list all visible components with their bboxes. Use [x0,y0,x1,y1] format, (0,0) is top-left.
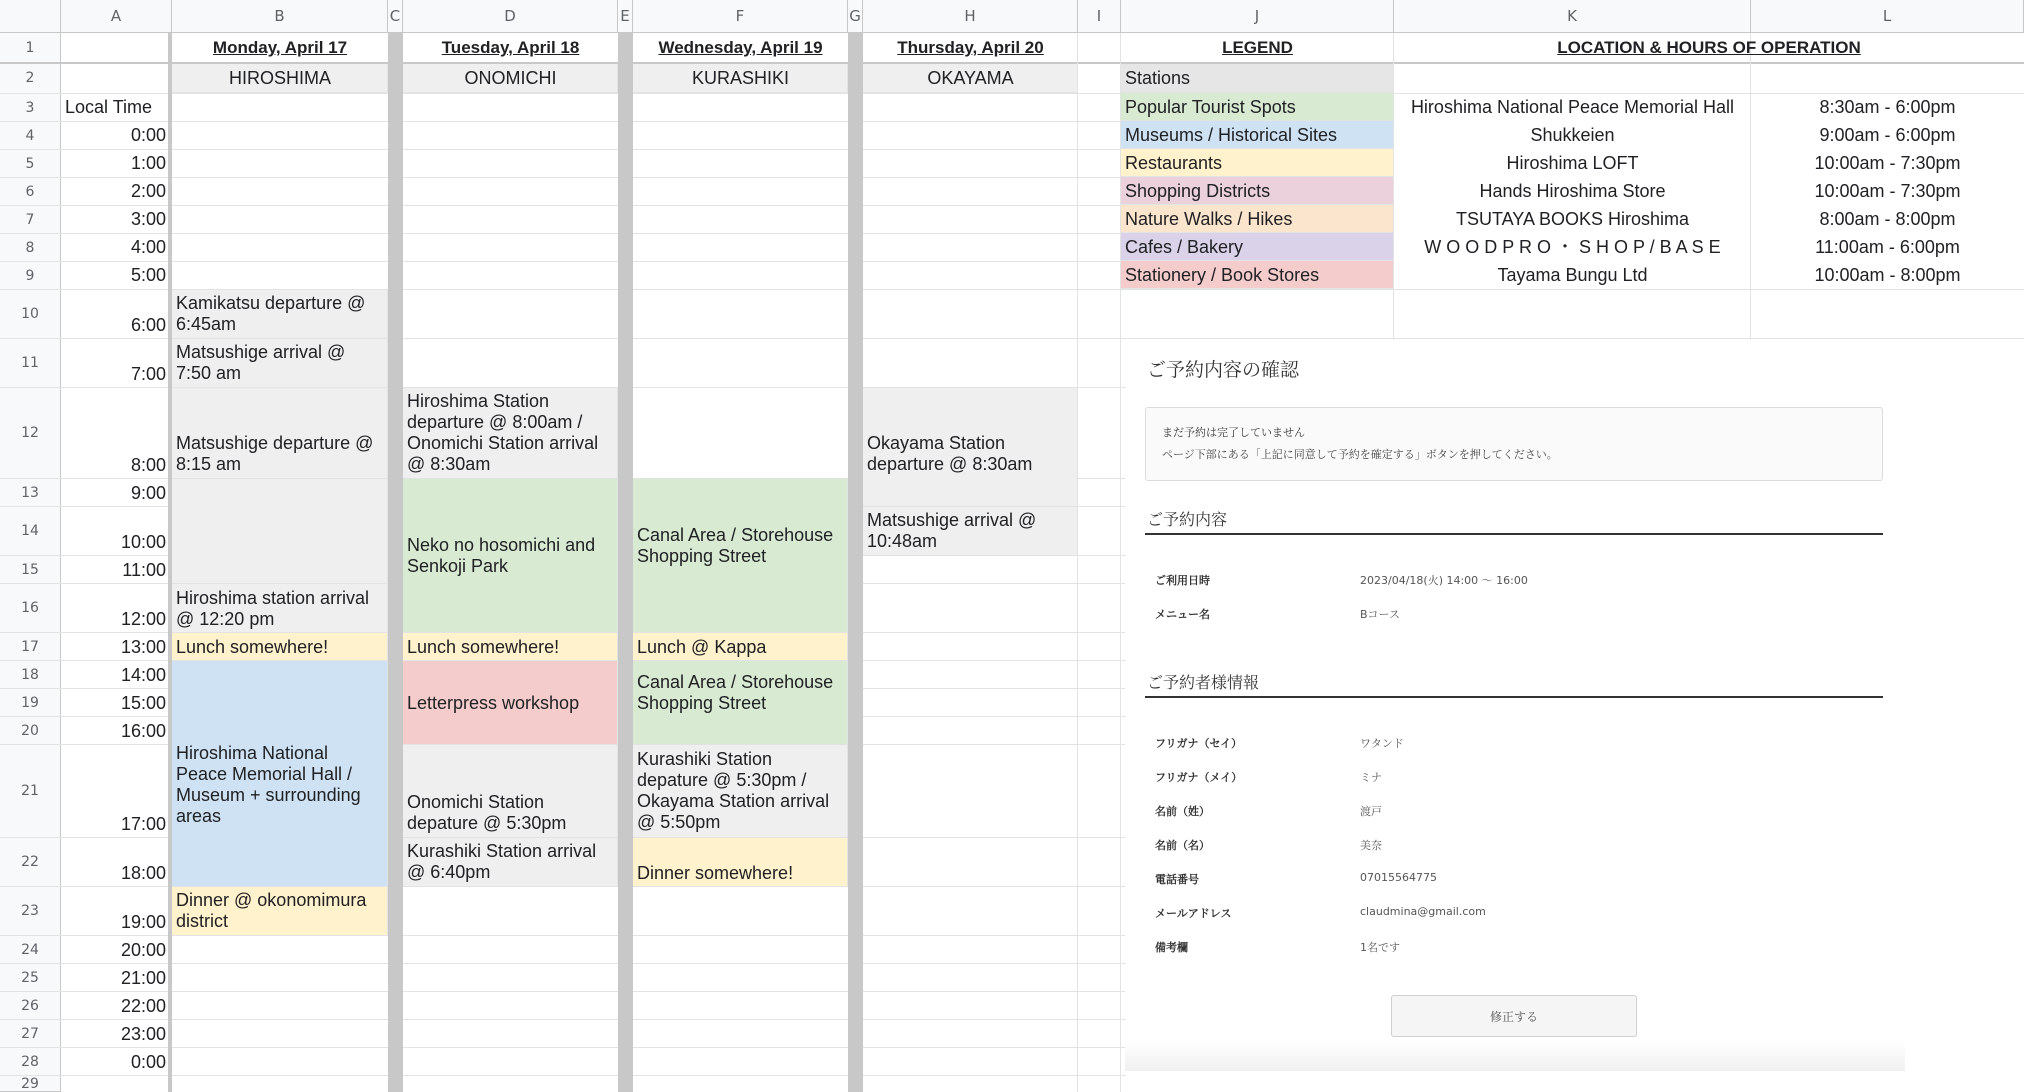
event-cell[interactable] [172,388,388,479]
row-header-4[interactable]: 4 [0,122,61,150]
time-cell[interactable]: 14:00 [120,665,166,685]
time-cell[interactable]: 13:00 [120,637,166,657]
phone-label: 電話番号 [1155,873,1199,886]
column-header-e[interactable]: E [618,0,633,33]
event-label: Lunch somewhere! [176,637,329,657]
row-header-16[interactable]: 16 [0,584,61,633]
city-label: HIROSHIMA [228,68,331,88]
legend-title[interactable]: LEGEND [1222,38,1293,57]
event-cell[interactable] [863,388,1078,507]
menu-label: メニュー名 [1155,608,1210,621]
event-label: Lunch @ Kappa [637,637,767,657]
row-header-17[interactable]: 17 [0,633,61,661]
menu-value: Bコース [1360,608,1400,621]
event-cell[interactable] [633,633,848,661]
event-label: Neko no hosomichi and Senkoji Park [407,535,601,576]
row-header-12[interactable]: 12 [0,388,61,479]
corner-cell[interactable] [0,0,61,33]
column-header-h[interactable]: H [863,0,1078,33]
furigana-mei-label: フリガナ（メイ） [1155,771,1243,784]
locations-title[interactable]: LOCATION & HOURS OF OPERATION [1557,38,1861,57]
phone-value: 07015564775 [1360,871,1437,884]
time-cell[interactable]: 2:00 [130,181,166,201]
legend-label: Museums / Historical Sites [1125,125,1338,145]
event-label: Canal Area / Storehouse Shopping Street [637,672,839,713]
booking-confirmation-panel [1125,339,1905,1071]
divider [1145,696,1883,698]
row-header-22[interactable]: 22 [0,838,61,887]
row-header-23[interactable]: 23 [0,887,61,936]
event-cell[interactable] [172,339,388,388]
row-header-14[interactable]: 14 [0,507,61,556]
time-cell[interactable]: 18:00 [120,863,166,883]
event-label: Matsushige arrival @ 10:48am [867,510,1042,551]
event-cell[interactable] [403,479,618,633]
legend-item-tourist[interactable] [1121,93,1394,121]
time-cell[interactable]: 4:00 [130,237,166,257]
location-name[interactable]: W O O D P R O ・ S H O P / B A S E [1424,237,1721,257]
location-hours[interactable]: 8:30am - 6:00pm [1819,97,1956,117]
row-header-27[interactable]: 27 [0,1020,61,1048]
notice-line-1: まだ予約は完了していません [1162,426,1305,439]
event-label: Hiroshima station arrival @ 12:20 pm [176,588,375,629]
event-cell[interactable] [633,661,848,745]
notes-value: 1名です [1360,941,1400,954]
legend-item-museums[interactable] [1121,121,1394,149]
customer-info-heading: ご予約者様情報 [1147,673,1260,692]
location-name[interactable]: Tayama Bungu Ltd [1497,265,1648,285]
legend-label: Stationery / Book Stores [1125,265,1320,285]
event-cell[interactable] [172,633,388,661]
location-hours[interactable]: 8:00am - 8:00pm [1819,209,1956,229]
event-label: Dinner @ okonomimura district [176,890,372,931]
row-header-21[interactable]: 21 [0,745,61,838]
column-header-a[interactable]: A [61,0,172,33]
legend-label: Restaurants [1125,153,1223,173]
event-cell[interactable] [172,290,388,339]
row-header-29[interactable]: 29 [0,1076,61,1092]
row-header-1[interactable]: 1 [0,33,61,63]
row-header-20[interactable]: 20 [0,717,61,745]
legend-item-shopping[interactable] [1121,177,1394,205]
booking-title: ご予約内容の確認 [1147,359,1300,381]
event-label: Hiroshima National Peace Memorial Hall / Museum + surrounding areas [176,743,366,826]
time-cell[interactable]: 7:00 [130,364,166,384]
row-header-6[interactable]: 6 [0,178,61,206]
column-header-d[interactable]: D [403,0,618,33]
row-header-28[interactable]: 28 [0,1048,61,1076]
event-label: Kurashiki Station arrival @ 6:40pm [407,841,602,882]
empty-station-cell[interactable] [172,479,388,584]
event-label: Hiroshima Station departure @ 8:00am / Onomichi Station arrival @ 8:30am [407,391,604,474]
row-header-3[interactable]: 3 [0,94,61,122]
location-name[interactable]: Hands Hiroshima Store [1479,181,1666,201]
row-header-18[interactable]: 18 [0,661,61,689]
time-cell[interactable]: 19:00 [120,912,166,932]
event-cell[interactable] [172,887,388,936]
location-hours[interactable]: 10:00am - 7:30pm [1814,181,1961,201]
legend-label: Popular Tourist Spots [1125,97,1296,117]
event-cell[interactable] [403,661,618,745]
legend-label: Cafes / Bakery [1125,237,1244,257]
legend-item-stationery[interactable] [1121,261,1394,289]
location-name[interactable]: Shukkeien [1530,125,1615,145]
city-cell-monday[interactable] [172,64,388,93]
event-label: Kamikatsu departure @ 6:45am [176,293,371,334]
furigana-sei-label: フリガナ（セイ） [1155,737,1243,750]
time-cell[interactable]: 1:00 [130,153,166,173]
local-time-label[interactable]: Local Time [65,97,153,117]
row-header-25[interactable]: 25 [0,964,61,992]
city-cell-thursday[interactable] [863,64,1078,93]
row-header-9[interactable]: 9 [0,262,61,290]
location-hours[interactable]: 10:00am - 8:00pm [1814,265,1961,285]
event-label: Onomichi Station depature @ 5:30pm [407,792,567,833]
event-label: Lunch somewhere! [407,637,560,657]
event-label: Matsushige arrival @ 7:50 am [176,342,351,383]
email-value: claudmina@gmail.com [1360,905,1486,918]
column-header-f[interactable]: F [633,0,848,33]
time-cell[interactable]: 20:00 [120,940,166,960]
column-header-i[interactable]: I [1078,0,1121,33]
event-label: Canal Area / Storehouse Shopping Street [637,525,839,566]
city-label: OKAYAMA [927,68,1014,88]
row-header-5[interactable]: 5 [0,150,61,178]
location-hours[interactable]: 11:00am - 6:00pm [1815,237,1960,257]
column-header-j[interactable]: J [1121,0,1394,33]
legend-item-cafes[interactable] [1121,233,1394,261]
row-header-15[interactable]: 15 [0,556,61,584]
legend-label: Shopping Districts [1125,181,1271,201]
notice-line-2: ページ下部にある「上記に同意して予約を確定する」ボタンを押してください。 [1162,448,1558,461]
grid-line [0,93,2024,94]
legend-label: Nature Walks / Hikes [1125,209,1293,229]
edit-button[interactable]: 修正する [1391,995,1637,1037]
time-cell[interactable]: 11:00 [122,560,166,580]
row-header-8[interactable]: 8 [0,234,61,262]
legend-item-stations[interactable] [1121,64,1394,93]
column-header-g[interactable]: G [848,0,863,33]
last-name-value: 渡戸 [1360,805,1382,818]
event-cell[interactable] [633,479,848,633]
city-label: KURASHIKI [691,68,790,88]
email-label: メールアドレス [1155,907,1232,920]
time-cell[interactable]: 0:00 [130,125,166,145]
row-header-19[interactable]: 19 [0,689,61,717]
city-cell-wednesday[interactable] [633,64,848,93]
column-header-c[interactable]: C [388,0,403,33]
event-label: Dinner somewhere! [637,863,794,883]
event-cell[interactable] [172,661,388,887]
event-cell[interactable] [403,633,618,661]
location-name[interactable]: Hiroshima National Peace Memorial Hall [1410,97,1735,117]
day-title-tuesday[interactable]: Tuesday, April 18 [441,38,580,57]
time-cell[interactable]: 0:00 [130,1052,166,1072]
time-cell[interactable]: 6:00 [130,315,166,335]
grid-line [1077,33,1078,1092]
day-title-monday[interactable]: Monday, April 17 [212,38,348,57]
row-header-10[interactable]: 10 [0,290,61,339]
event-cell[interactable] [172,584,388,633]
event-label: Kurashiki Station depature @ 5:30pm / Okayama Station arrival @ 5:50pm [637,749,835,832]
row-header-2[interactable]: 2 [0,63,61,94]
furigana-mei-value: ミナ [1360,771,1382,784]
row-header-7[interactable]: 7 [0,206,61,234]
time-cell[interactable]: 17:00 [120,814,166,834]
city-label: ONOMICHI [464,68,557,88]
day-title-wednesday[interactable]: Wednesday, April 19 [658,38,823,57]
time-cell[interactable]: 22:00 [120,996,166,1016]
event-cell[interactable] [633,838,848,887]
event-cell[interactable] [863,507,1078,556]
last-name-label: 名前（姓） [1155,805,1210,818]
time-cell[interactable]: 16:00 [120,721,166,741]
separator-column-e [618,33,633,1092]
legend-item-restaurants[interactable] [1121,149,1394,177]
time-cell[interactable]: 5:00 [130,265,166,285]
location-hours[interactable]: 9:00am - 6:00pm [1819,125,1956,145]
location-name[interactable]: TSUTAYA BOOKS Hiroshima [1455,209,1690,229]
event-cell[interactable] [403,745,618,838]
first-name-value: 美奈 [1360,839,1382,852]
time-cell[interactable]: 8:00 [130,455,166,475]
event-cell[interactable] [403,388,618,479]
date-value: 2023/04/18(火) 14:00 〜 16:00 [1360,574,1528,587]
first-name-label: 名前（名） [1155,839,1210,852]
panel-fade [1125,1041,1905,1071]
location-name[interactable]: Hiroshima LOFT [1506,153,1639,173]
event-label: Matsushige departure @ 8:15 am [176,433,379,474]
divider [1145,533,1883,535]
legend-item-nature[interactable] [1121,205,1394,233]
legend-label: Stations [1125,68,1191,88]
notes-label: 備考欄 [1155,941,1188,954]
row-header-24[interactable]: 24 [0,936,61,964]
separator-column-g [848,33,863,1092]
day-title-thursday[interactable]: Thursday, April 20 [897,38,1044,57]
date-label: ご利用日時 [1155,574,1210,587]
time-cell[interactable]: 12:00 [120,609,166,629]
city-cell-tuesday[interactable] [403,64,618,93]
column-header-b[interactable]: B [172,0,388,33]
booking-details-heading: ご予約内容 [1147,510,1228,529]
time-cell[interactable]: 10:00 [120,532,166,552]
location-hours[interactable]: 10:00am - 7:30pm [1814,153,1961,173]
row-header-26[interactable]: 26 [0,992,61,1020]
event-label: Letterpress workshop [407,693,580,713]
event-cell[interactable] [633,745,848,838]
event-label: Okayama Station departure @ 8:30am [867,433,1033,474]
time-cell[interactable]: 15:00 [120,693,166,713]
row-header-13[interactable]: 13 [0,479,61,507]
separator-column-c [388,33,403,1092]
furigana-sei-value: ワタンド [1360,737,1404,750]
column-header-l[interactable]: L [1751,0,2024,33]
time-cell[interactable]: 3:00 [130,209,166,229]
event-cell[interactable] [403,838,618,887]
time-cell[interactable]: 21:00 [120,968,166,988]
booking-notice [1145,407,1883,481]
time-cell[interactable]: 9:00 [130,483,166,503]
column-header-k[interactable]: K [1394,0,1751,33]
row-header-11[interactable]: 11 [0,339,61,388]
time-cell[interactable]: 23:00 [120,1024,166,1044]
